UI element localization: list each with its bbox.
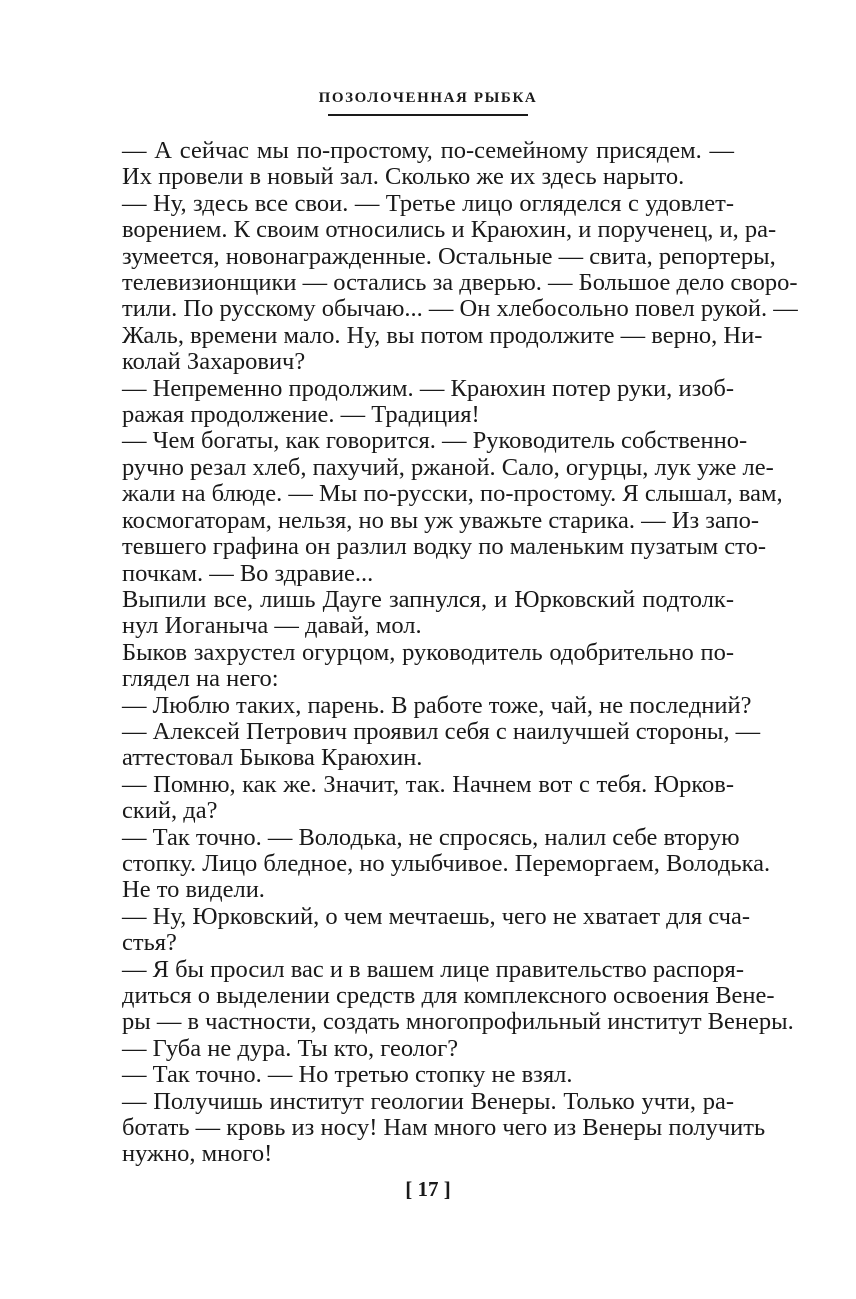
text-line: ручно резал хлеб, пахучий, ржаной. Сало, огурцы, лук уже ле- bbox=[122, 453, 774, 481]
text-line: — Ну, Юрковский, о чем мечтаешь, чего не хватает для сча- bbox=[122, 902, 750, 930]
text-line: — Так точно. — Но третью стопку не взял. bbox=[122, 1061, 573, 1089]
text-line: тевшего графина он разлил водку по маленьким пузатым сто- bbox=[122, 533, 766, 561]
body-text bbox=[122, 137, 798, 1168]
text-line: зумеется, новонагражденные. Остальные — свита, репортеры, bbox=[122, 242, 776, 270]
text-line: жали на блюде. — Мы по-русски, по-простому. Я слышал, вам, bbox=[122, 480, 783, 508]
text-line: — Чем богаты, как говорится. — Руководитель собственно- bbox=[122, 427, 748, 455]
text-line: ражая продолжение. — Традиция! bbox=[122, 401, 480, 429]
running-header bbox=[0, 90, 856, 116]
text-line: телевизионщики — остались за дверью. — Большое дело своро- bbox=[122, 269, 798, 297]
text-line: почкам. — Во здравие... bbox=[122, 559, 374, 587]
text-line: — Так точно. — Володька, не спросясь, налил себе вторую bbox=[122, 823, 740, 851]
text-line: Быков захрустел огурцом, руководитель одобрительно по- bbox=[122, 638, 734, 666]
running-title: ПОЗОЛОЧЕННАЯ РЫБКА bbox=[318, 90, 538, 106]
text-line: нул Иоганыча — давай, мол. bbox=[122, 612, 422, 640]
text-line: Их провели в новый зал. Сколько же их здесь нарыто. bbox=[122, 163, 685, 191]
text-line: — Губа не дура. Ты кто, геолог? bbox=[122, 1034, 459, 1062]
text-line: нужно, много! bbox=[122, 1140, 273, 1168]
text-line: — Люблю таких, парень. В работе тоже, чай, не последний? bbox=[122, 691, 752, 719]
text-line: — Помню, как же. Значит, так. Начнем вот с тебя. Юрков- bbox=[122, 770, 734, 798]
text-line: глядел на него: bbox=[122, 665, 279, 693]
page-number: [ 17 ] bbox=[405, 1177, 451, 1201]
text-line: стопку. Лицо бледное, но улыбчивое. Переморгаем, Володька. bbox=[122, 849, 771, 877]
text-line: космогаторам, нельзя, но вы уж уважьте старика. — Из запо- bbox=[122, 506, 760, 534]
text-line: диться о выделении средств для комплексного освоения Вене- bbox=[122, 982, 775, 1009]
text-line: Жаль, времени мало. Ну, вы потом продолжите — верно, Ни- bbox=[122, 321, 763, 349]
header-rule bbox=[328, 114, 528, 116]
text-line: тили. По русскому обычаю... — Он хлебосольно повел рукой. — bbox=[122, 295, 798, 323]
text-line: стья? bbox=[122, 929, 177, 957]
text-line: аттестовал Быкова Краюхин. bbox=[122, 744, 423, 772]
text-line: ворением. К своим относились и Краюхин, и порученец, и, ра- bbox=[122, 216, 777, 244]
text-line: — А сейчас мы по-простому, по-семейному присядем. — bbox=[122, 137, 734, 164]
text-line: колай Захарович? bbox=[122, 348, 306, 376]
text-line: — Алексей Петрович проявил себя с наилучшей стороны, — bbox=[122, 717, 761, 745]
text-line: ры — в частности, создать многопрофильный институт Венеры. bbox=[122, 1008, 794, 1036]
text-line: — Непременно продолжим. — Краюхин потер руки, изоб- bbox=[122, 374, 734, 402]
text-line: Выпили все, лишь Дауге запнулся, и Юрковский подтолк- bbox=[122, 585, 734, 613]
text-line: — Получишь институт геологии Венеры. Только учти, ра- bbox=[122, 1087, 734, 1115]
text-line: Не то видели. bbox=[122, 876, 265, 904]
text-line: — Ну, здесь все свои. — Третье лицо огляделся с удовлет- bbox=[122, 189, 734, 217]
text-line: ботать — кровь из носу! Нам много чего из Венеры получить bbox=[122, 1114, 766, 1142]
text-line: — Я бы просил вас и в вашем лице правительство распоря- bbox=[122, 955, 744, 983]
text-line: ский, да? bbox=[122, 797, 218, 825]
